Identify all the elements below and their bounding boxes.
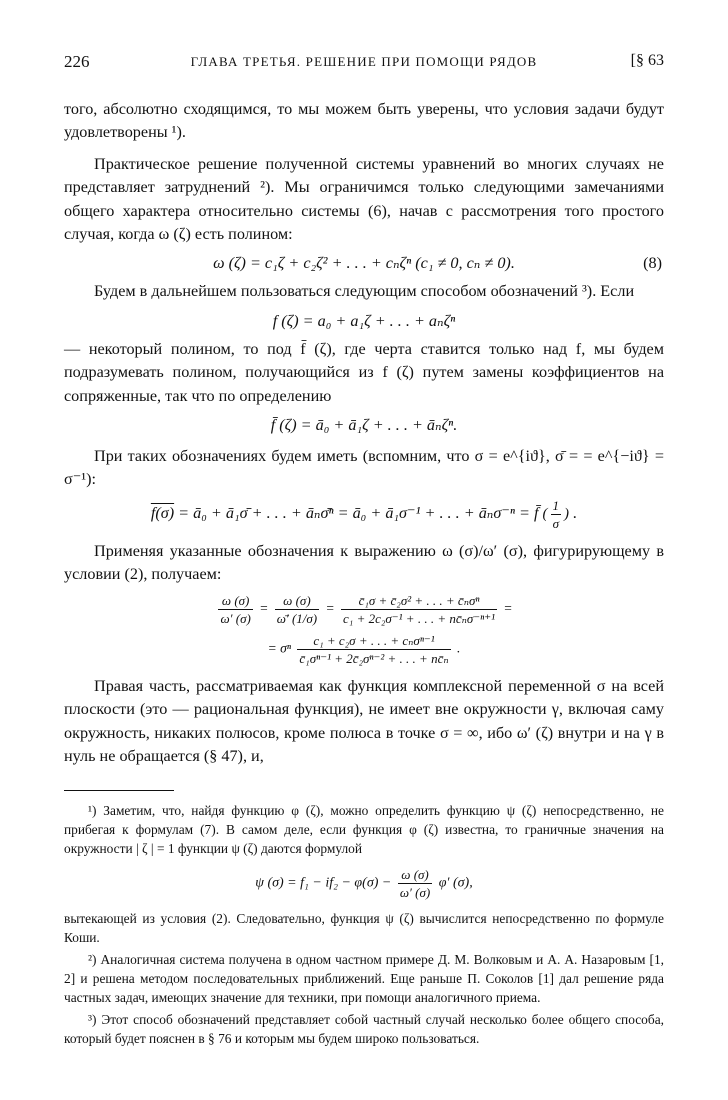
paragraph-5: При таких обозначениях будем иметь (вспомним, что σ = e^{iϑ}, σ̄ = = e^{−iϑ} = σ⁻¹): [64,447,664,489]
paragraph-6: Применяя указанные обозначения к выражению ω (σ)/ω′ (σ), фигурирующему в условии (2), получаем: [64,541,664,584]
ratio-frac-4: $\frac{\text{c₁ + c₂σ + . . . + cₙσⁿ⁻¹}}{\text{c̄₁σⁿ⁻¹ + 2c̄₂σⁿ⁻² + . . . + nc̄ₙ}}$ [299,632,449,666]
footnote-separator [64,790,174,791]
paragraph-2: Практическое решение полученной системы уравнений во многих случаях не представляет затруднений ²). Мы ограничимся только следующими замечаниями общего характера относительно системы (6), начав с рассмотрения того простого случая, когда ω (ζ) есть полином: [64,154,664,244]
equation-f: f (ζ) = a₀ + a₁ζ + . . . + aₙζⁿ [272,311,456,330]
footnotes [64,801,664,1048]
ratio-frac-3: $\frac{\text{c̄₁σ + c̄₂σ² + . . . + c̄ₙσⁿ}}{\text{c₁ + 2c₂σ⁻¹ + . . . + nc̄ₙσ⁻ⁿ⁺¹}}$ [343,592,496,626]
equation-8 [64,251,664,275]
book-page [64,52,664,1048]
paragraph-3: Будем в дальнейшем пользоваться следующим способом обозначений ³). Если [94,282,635,301]
equation-ratio-2: = σⁿ $\frac{\text{c₁ + c₂σ + . . . + cₙσⁿ⁻¹}}{\text{c̄₁σⁿ⁻¹ + 2c̄₂σⁿ⁻² + . . . + nc̄ₙ}}$ . [267,632,461,666]
ratio-frac-1: $\frac{\omega (\sigma)}{\omega' (\sigma)}$ [220,592,251,626]
one-over-sigma: $\frac{1}{\sigma}$ [552,497,560,531]
footnote-3: ³) Этот способ обозначений представляет собой частный случай несколько более общего способа, который будет пояснен в § 76 и которым мы будем широко пользоваться. [64,1012,664,1047]
footnote-1-continuation: вытекающей из условия (2). Следовательно, функция ψ (ζ) вычислится непосредственно по формуле Коши. [64,911,664,946]
equation-fbar: f̄ (ζ) = ā₀ + ā₁ζ + . . . + āₙζⁿ. [270,416,458,435]
equation-8-number: (8) [643,254,662,273]
main-text [64,98,664,768]
paragraph-1: того, абсолютно сходящимся, то мы можем быть уверены, что условия задачи будут удовлетворены ¹). [64,100,664,142]
paragraph-4: — некоторый полином, то под f̄ (ζ), где черта ставится только над f, мы будем подразумевать полином, получающийся из f (ζ) путем замены коэффициентов на сопряженные, так что по определению [64,339,664,405]
page-number: 226 [64,52,90,71]
ratio-frac-2: $\frac{\omega (\sigma)}{\omegā' (1/\sigma)}$ [276,592,318,626]
equation-f-sigma: f(σ) = ā₀ + ā₁σ̄ + . . . + āₙσ̄ⁿ = ā₀ + ā₁σ⁻¹ + . . . + āₙσ⁻ⁿ = f̄ ( $\frac{1}{\sigma}$ ) . [150,497,578,531]
footnote-frac: $\frac{\omega (\sigma)}{\omega' (\sigma)}$ [399,867,431,901]
chapter-title: ГЛАВА ТРЕТЬЯ. РЕШЕНИЕ ПРИ ПОМОЩИ РЯДОВ [190,54,538,69]
equation-ratio-1: $\frac{\omega (\sigma)}{\omega' (\sigma)}$ = $\frac{\omega (\sigma)}{\omegā' (1/\sigma)}$ = $\frac{\text{c̄₁σ + c̄₂σ² + . . . + c̄ₙσⁿ}}{\text{c₁ + 2c₂σ⁻¹ + . . . + nc̄ₙσ⁻ⁿ⁺¹}}$ = [220,592,513,626]
footnote-1: ¹) Заметим, что, найдя функцию φ (ζ), можно определить функцию ψ (ζ) непосредственно, не прибегая к формулам (7). В самом деле, если функция φ (ζ) известна, то граничные значения на окружности | ζ | = 1 функции ψ (ζ) даются формулой [64,803,664,857]
f-sigma-middle: = ā₀ + ā₁σ̄ + . . . + āₙσ̄ⁿ = ā₀ + ā₁σ⁻¹ + . . . + āₙσ⁻ⁿ = f̄ [174,504,543,523]
section-marker: [§ 63 [630,52,664,69]
equation-8-body: ω (ζ) = c₁ζ + c₂ζ² + . . . + cₙζⁿ (c₁ ≠ 0, cₙ ≠ 0). [213,254,515,273]
paragraph-7: Правая часть, рассматриваемая как функция комплексной переменной σ на всей плоскости (это — рациональная функция), не имеет вне окружности γ, включая саму окружность, никаких полюсов, кроме полюса в точке σ = ∞, ибо ω′ (ζ) внутри и на γ в нуль не обращается (§ 47), и, [64,676,664,765]
footnote-1-equation: ψ (σ) = f₁ − if₂ − φ(σ) − $\frac{\omega (\sigma)}{\omega' (\sigma)}$ φ′ (σ), [255,867,473,901]
f-sigma-conj: f(σ) [150,504,175,523]
running-header [64,52,664,76]
footnote-2: ²) Аналогичная система получена в одном частном примере Д. М. Волковым и А. А. Назаровым [1, 2] и решена методом последовательных приближений. Еще раньше П. Соколов [1] дал решение ряда частных задач, имеющих значение для техники, при помощи аналогичного приема. [64,952,664,1006]
